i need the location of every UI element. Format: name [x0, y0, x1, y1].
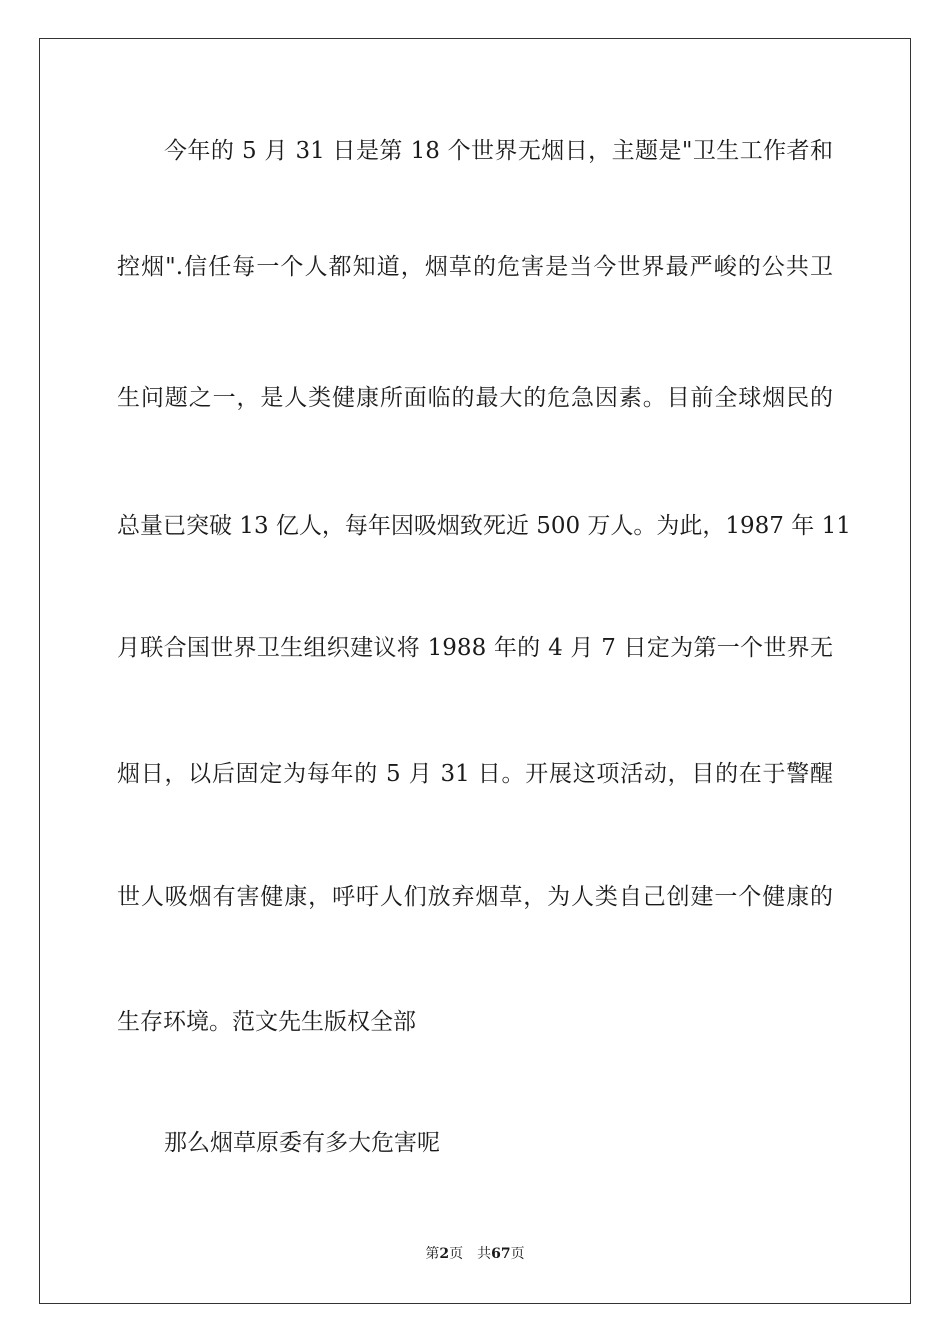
paragraph-line: 月联合国世界卫生组织建议将 1988 年的 4 月 7 日定为第一个世界无 [117, 635, 833, 661]
footer-total-pages: 67 [491, 1246, 511, 1262]
footer-page-unit: 页 [449, 1246, 464, 1262]
footer-total-prefix: 共 [477, 1246, 492, 1262]
paragraph-line: 生问题之一，是人类健康所面临的最大的危急因素。目前全球烟民的 [117, 385, 833, 411]
page-footer [0, 1244, 950, 1264]
paragraph-line: 世人吸烟有害健康，呼吁人们放弃烟草，为人类自己创建一个健康的 [117, 884, 833, 910]
footer-page-number: 2 [439, 1246, 450, 1262]
paragraph-line: 烟日，以后固定为每年的 5 月 31 日。开展这项活动，目的在于警醒 [117, 761, 833, 787]
paragraph-line: 控烟".信任每一个人都知道，烟草的危害是当今世界最严峻的公共卫 [117, 254, 833, 280]
paragraph-line: 总量已突破 13 亿人，每年因吸烟致死近 500 万人。为此，1987 年 11 [117, 513, 851, 539]
paragraph-line-last: 生存环境。范文先生版权全部 [117, 1009, 416, 1035]
paragraph-line: 今年的 5 月 31 日是第 18 个世界无烟日，主题是"卫生工作者和 [164, 138, 833, 164]
footer-prefix: 第 [425, 1246, 440, 1262]
paragraph-2: 那么烟草原委有多大危害呢 [164, 1130, 440, 1156]
footer-total-unit: 页 [510, 1246, 525, 1262]
page-border [39, 38, 911, 1304]
